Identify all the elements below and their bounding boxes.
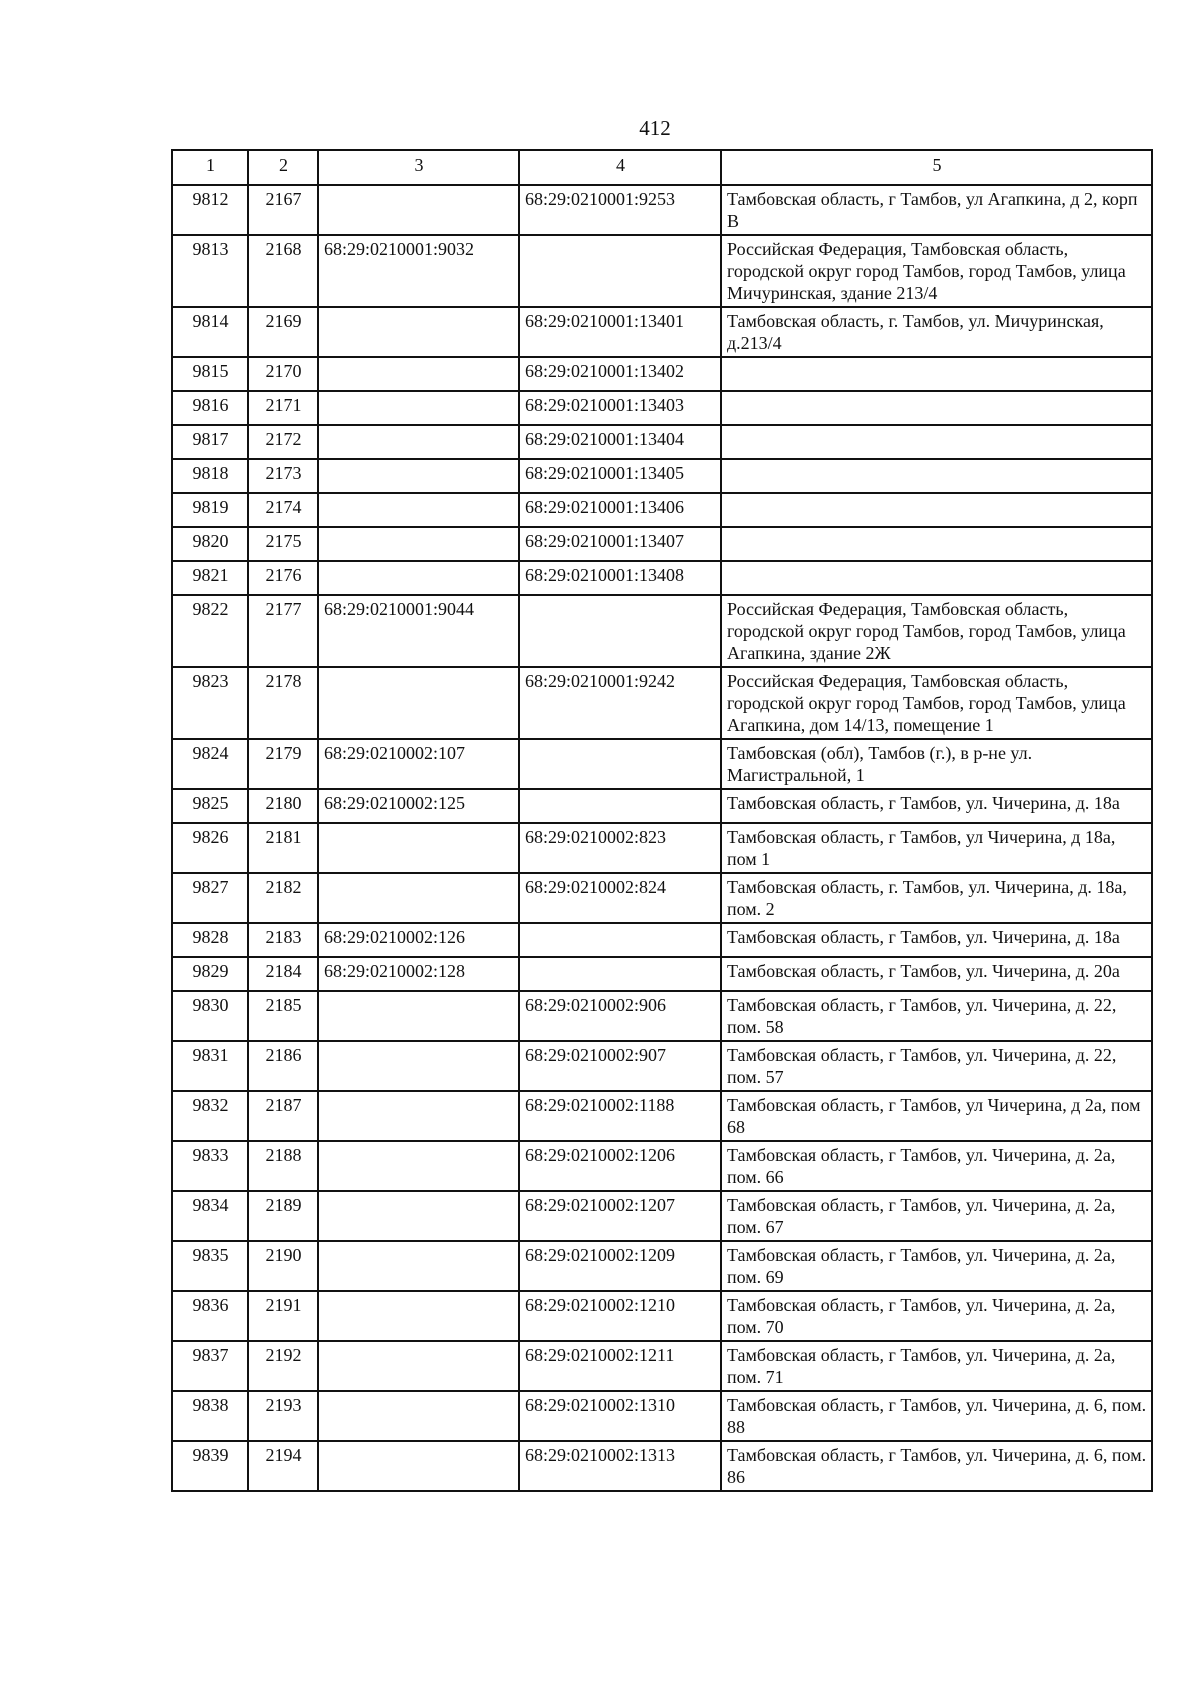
row-number-cell: 9815 [172,357,248,391]
address-cell: Российская Федерация, Тамбовская область, городской округ город Тамбов, город Тамбов, улица Агапкина, дом 14/13, помещение 1 [721,667,1152,739]
address-cell: Тамбовская область, г Тамбов, ул. Чичерина, д. 2а, пом. 69 [721,1241,1152,1291]
registry-table [171,149,1153,1492]
cadastral-number-col3-cell [318,1191,519,1241]
cadastral-number-col4-cell: 68:29:0210001:13405 [519,459,721,493]
address-cell: Тамбовская область, г Тамбов, ул. Чичерина, д. 22, пом. 58 [721,991,1152,1041]
header-row [172,150,1152,185]
sub-number-cell: 2181 [248,823,318,873]
sub-number-cell: 2185 [248,991,318,1041]
cadastral-number-col3-cell: 68:29:0210002:125 [318,789,519,823]
column-header-4: 4 [519,150,721,185]
row-number-cell: 9836 [172,1291,248,1341]
address-cell: Тамбовская область, г Тамбов, ул. Чичерина, д. 6, пом. 88 [721,1391,1152,1441]
cadastral-number-col3-cell: 68:29:0210001:9044 [318,595,519,667]
cadastral-number-col3-cell [318,527,519,561]
sub-number-cell: 2171 [248,391,318,425]
cadastral-number-col4-cell: 68:29:0210002:1210 [519,1291,721,1341]
cadastral-number-col3-cell [318,1391,519,1441]
cadastral-number-col4-cell: 68:29:0210002:1207 [519,1191,721,1241]
row-number-cell: 9838 [172,1391,248,1441]
cadastral-number-col3-cell [318,307,519,357]
address-cell: Тамбовская область, г Тамбов, ул. Чичерина, д. 18а [721,789,1152,823]
cadastral-number-col3-cell [318,1041,519,1091]
sub-number-cell: 2177 [248,595,318,667]
row-number-cell: 9817 [172,425,248,459]
cadastral-number-col3-cell: 68:29:0210002:107 [318,739,519,789]
address-cell: Тамбовская область, г Тамбов, ул. Чичерина, д. 2а, пом. 71 [721,1341,1152,1391]
cadastral-number-col4-cell: 68:29:0210002:1206 [519,1141,721,1191]
row-number-cell: 9813 [172,235,248,307]
address-cell: Тамбовская область, г Тамбов, ул Чичерина, д 18а, пом 1 [721,823,1152,873]
cadastral-number-col4-cell: 68:29:0210002:906 [519,991,721,1041]
cadastral-number-col4-cell: 68:29:0210002:1310 [519,1391,721,1441]
table-row [172,1291,1152,1341]
sub-number-cell: 2189 [248,1191,318,1241]
cadastral-number-col4-cell: 68:29:0210002:1209 [519,1241,721,1291]
table-row [172,957,1152,991]
address-cell: Тамбовская область, г Тамбов, ул. Чичерина, д. 20а [721,957,1152,991]
table-row [172,595,1152,667]
table-row [172,561,1152,595]
row-number-cell: 9821 [172,561,248,595]
cadastral-number-col3-cell [318,1141,519,1191]
cadastral-number-col3-cell [318,561,519,595]
cadastral-number-col3-cell: 68:29:0210002:126 [318,923,519,957]
row-number-cell: 9822 [172,595,248,667]
row-number-cell: 9835 [172,1241,248,1291]
row-number-cell: 9820 [172,527,248,561]
sub-number-cell: 2190 [248,1241,318,1291]
table-row [172,1241,1152,1291]
sub-number-cell: 2186 [248,1041,318,1091]
cadastral-number-col3-cell [318,185,519,235]
table-row [172,739,1152,789]
cadastral-number-col4-cell: 68:29:0210001:13404 [519,425,721,459]
sub-number-cell: 2168 [248,235,318,307]
row-number-cell: 9837 [172,1341,248,1391]
sub-number-cell: 2194 [248,1441,318,1491]
cadastral-number-col4-cell: 68:29:0210001:13408 [519,561,721,595]
table-row [172,873,1152,923]
row-number-cell: 9814 [172,307,248,357]
cadastral-number-col4-cell: 68:29:0210001:13406 [519,493,721,527]
row-number-cell: 9824 [172,739,248,789]
row-number-cell: 9818 [172,459,248,493]
table-row [172,1441,1152,1491]
sub-number-cell: 2184 [248,957,318,991]
cadastral-number-col3-cell [318,1091,519,1141]
cadastral-number-col3-cell [318,425,519,459]
cadastral-number-col4-cell: 68:29:0210001:13402 [519,357,721,391]
sub-number-cell: 2167 [248,185,318,235]
cadastral-number-col4-cell [519,595,721,667]
cadastral-number-col4-cell: 68:29:0210001:13403 [519,391,721,425]
column-header-5: 5 [721,150,1152,185]
table-row [172,991,1152,1041]
cadastral-number-col4-cell: 68:29:0210002:1313 [519,1441,721,1491]
cadastral-number-col4-cell [519,235,721,307]
row-number-cell: 9833 [172,1141,248,1191]
sub-number-cell: 2179 [248,739,318,789]
row-number-cell: 9830 [172,991,248,1041]
table-row [172,1341,1152,1391]
row-number-cell: 9816 [172,391,248,425]
cadastral-number-col3-cell [318,459,519,493]
cadastral-number-col3-cell [318,991,519,1041]
address-cell: Тамбовская область, г Тамбов, ул. Чичерина, д. 2а, пом. 66 [721,1141,1152,1191]
address-cell: Тамбовская область, г Тамбов, ул. Чичерина, д. 22, пом. 57 [721,1041,1152,1091]
table-row [172,185,1152,235]
address-cell [721,493,1152,527]
address-cell: Тамбовская область, г Тамбов, ул. Чичерина, д. 2а, пом. 70 [721,1291,1152,1341]
row-number-cell: 9827 [172,873,248,923]
address-cell: Тамбовская (обл), Тамбов (г.), в р-не ул. Магистральной, 1 [721,739,1152,789]
table-row [172,1091,1152,1141]
sub-number-cell: 2192 [248,1341,318,1391]
address-cell: Тамбовская область, г Тамбов, ул. Чичерина, д. 6, пом. 86 [721,1441,1152,1491]
row-number-cell: 9829 [172,957,248,991]
cadastral-number-col4-cell [519,957,721,991]
row-number-cell: 9831 [172,1041,248,1091]
address-cell: Тамбовская область, г Тамбов, ул Агапкина, д 2, корп В [721,185,1152,235]
sub-number-cell: 2174 [248,493,318,527]
table-row [172,923,1152,957]
cadastral-number-col3-cell [318,357,519,391]
cadastral-number-col3-cell [318,391,519,425]
column-header-2: 2 [248,150,318,185]
table-row [172,425,1152,459]
sub-number-cell: 2172 [248,425,318,459]
cadastral-number-col4-cell: 68:29:0210001:13407 [519,527,721,561]
table-row [172,1141,1152,1191]
cadastral-number-col3-cell [318,873,519,923]
cadastral-number-col3-cell: 68:29:0210002:128 [318,957,519,991]
table-row [172,493,1152,527]
row-number-cell: 9834 [172,1191,248,1241]
row-number-cell: 9812 [172,185,248,235]
address-cell: Тамбовская область, г Тамбов, ул. Чичерина, д. 2а, пом. 67 [721,1191,1152,1241]
table-row [172,1041,1152,1091]
table-row [172,823,1152,873]
cadastral-number-col4-cell [519,739,721,789]
address-cell: Российская Федерация, Тамбовская область, городской округ город Тамбов, город Тамбов, улица Агапкина, здание 2Ж [721,595,1152,667]
address-cell [721,459,1152,493]
row-number-cell: 9823 [172,667,248,739]
cadastral-number-col4-cell: 68:29:0210001:9253 [519,185,721,235]
sub-number-cell: 2173 [248,459,318,493]
table-row [172,1391,1152,1441]
row-number-cell: 9832 [172,1091,248,1141]
table-row [172,307,1152,357]
table-body [172,185,1152,1491]
row-number-cell: 9826 [172,823,248,873]
cadastral-number-col4-cell: 68:29:0210002:824 [519,873,721,923]
cadastral-number-col3-cell [318,493,519,527]
sub-number-cell: 2191 [248,1291,318,1341]
address-cell: Тамбовская область, г. Тамбов, ул. Чичерина, д. 18а, пом. 2 [721,873,1152,923]
sub-number-cell: 2187 [248,1091,318,1141]
sub-number-cell: 2180 [248,789,318,823]
sub-number-cell: 2170 [248,357,318,391]
sub-number-cell: 2169 [248,307,318,357]
row-number-cell: 9825 [172,789,248,823]
cadastral-number-col3-cell [318,667,519,739]
table-row [172,459,1152,493]
cadastral-number-col3-cell: 68:29:0210001:9032 [318,235,519,307]
table-row [172,1191,1152,1241]
column-header-3: 3 [318,150,519,185]
table-row [172,235,1152,307]
sub-number-cell: 2183 [248,923,318,957]
table-row [172,527,1152,561]
table-row [172,391,1152,425]
address-cell [721,527,1152,561]
cadastral-number-col4-cell [519,789,721,823]
sub-number-cell: 2193 [248,1391,318,1441]
table-row [172,357,1152,391]
cadastral-number-col4-cell: 68:29:0210001:9242 [519,667,721,739]
table-row [172,789,1152,823]
cadastral-number-col3-cell [318,1341,519,1391]
address-cell: Российская Федерация, Тамбовская область, городской округ город Тамбов, город Тамбов, улица Мичуринская, здание 213/4 [721,235,1152,307]
cadastral-number-col4-cell: 68:29:0210002:907 [519,1041,721,1091]
row-number-cell: 9828 [172,923,248,957]
cadastral-number-col3-cell [318,1291,519,1341]
table-row [172,667,1152,739]
cadastral-number-col4-cell: 68:29:0210001:13401 [519,307,721,357]
sub-number-cell: 2188 [248,1141,318,1191]
column-header-1: 1 [172,150,248,185]
address-cell [721,357,1152,391]
address-cell: Тамбовская область, г Тамбов, ул Чичерина, д 2а, пом 68 [721,1091,1152,1141]
row-number-cell: 9819 [172,493,248,527]
sub-number-cell: 2175 [248,527,318,561]
row-number-cell: 9839 [172,1441,248,1491]
cadastral-number-col3-cell [318,1241,519,1291]
cadastral-number-col3-cell [318,1441,519,1491]
cadastral-number-col3-cell [318,823,519,873]
address-cell [721,425,1152,459]
address-cell: Тамбовская область, г. Тамбов, ул. Мичуринская, д.213/4 [721,307,1152,357]
sub-number-cell: 2178 [248,667,318,739]
page-number: 412 [639,116,671,140]
sub-number-cell: 2176 [248,561,318,595]
cadastral-number-col4-cell: 68:29:0210002:823 [519,823,721,873]
cadastral-number-col4-cell: 68:29:0210002:1211 [519,1341,721,1391]
address-cell: Тамбовская область, г Тамбов, ул. Чичерина, д. 18а [721,923,1152,957]
address-cell [721,391,1152,425]
address-cell [721,561,1152,595]
sub-number-cell: 2182 [248,873,318,923]
cadastral-number-col4-cell: 68:29:0210002:1188 [519,1091,721,1141]
cadastral-number-col4-cell [519,923,721,957]
